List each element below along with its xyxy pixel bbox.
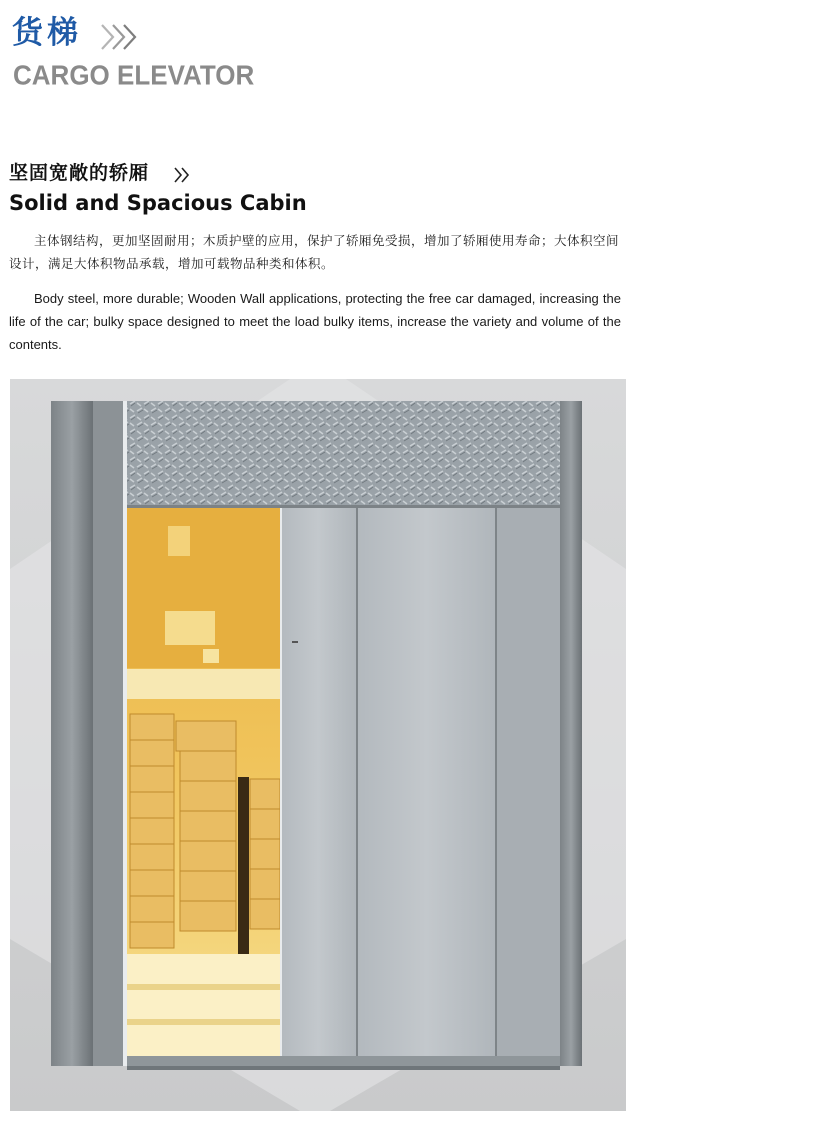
header-title-cn: 货梯 xyxy=(12,15,82,51)
section-heading-cn: 坚固宽敞的轿厢 xyxy=(9,162,150,184)
cargo-elevator-photo xyxy=(10,379,626,1111)
header-title-en: CARGO ELEVATOR xyxy=(13,59,255,91)
double-chevron-right-icon xyxy=(100,22,142,52)
section-heading-en: Solid and Spacious Cabin xyxy=(9,191,307,215)
description-cn: 主体钢结构，更加坚固耐用；木质护壁的应用，保护了轿厢免受损，增加了轿厢使用寿命；大体积空间设计，满足大体积物品承载，增加可载物品种类和体积。 xyxy=(9,233,620,271)
double-chevron-right-icon xyxy=(174,167,192,183)
description-en: Body steel, more durable; Wooden Wall applications, protecting the free car damaged, increasing the life of the car; bulky space designed to meet the load bulky items, increase the variety and volume of the contents. xyxy=(9,291,621,352)
